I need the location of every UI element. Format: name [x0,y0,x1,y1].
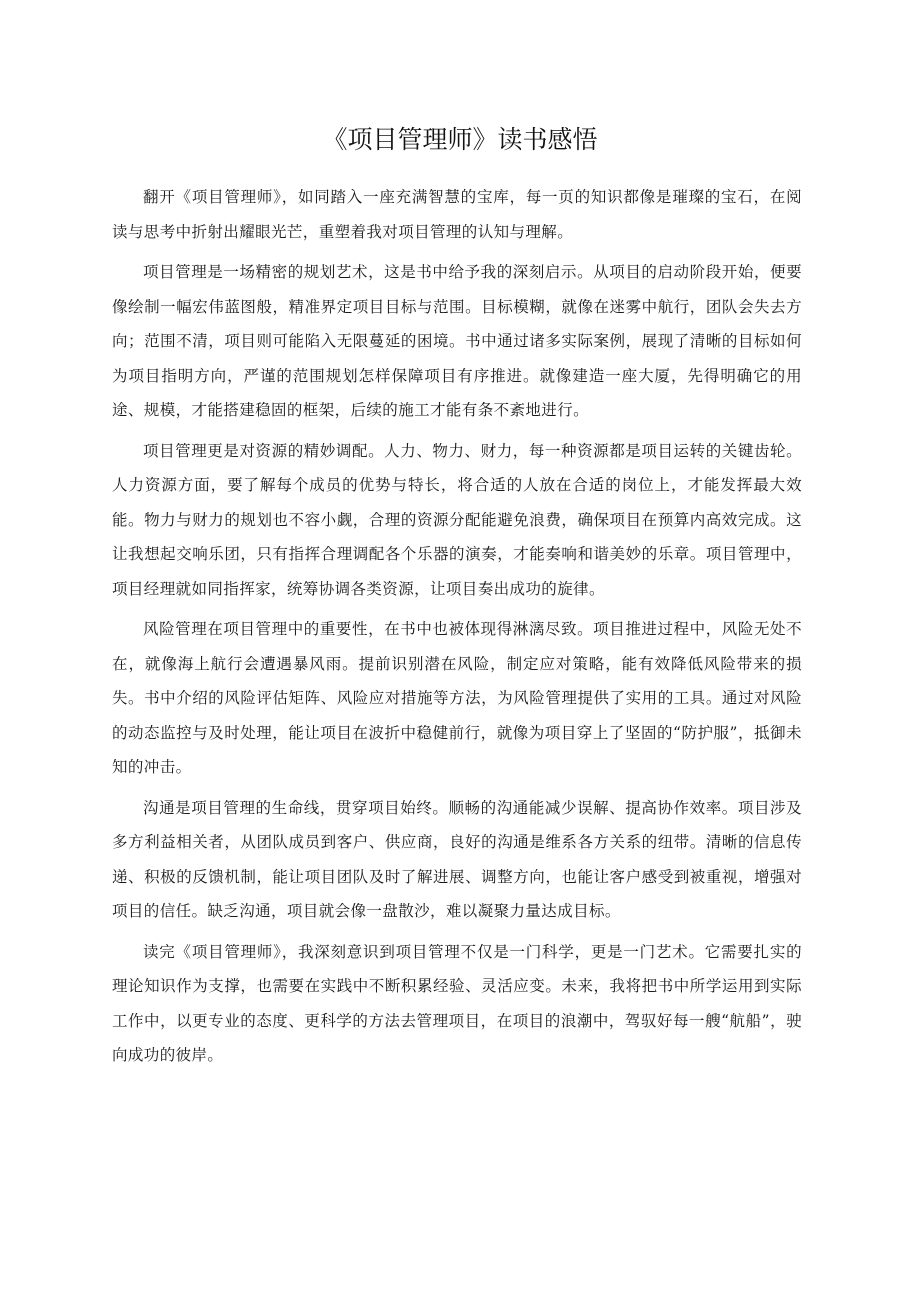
document-body [112,180,802,1079]
document-title: 《项目管理师》读书感悟 [322,125,598,154]
paragraph-3: 项目管理更是对资源的精妙调配。人力、物力、财力，每一种资源都是项目运转的关键齿轮。人力资源方面，要了解每个成员的优势与特长，将合适的人放在合适的岗位上，才能发挥最大效能。物力与财力的规划也不容小觑，合理的资源分配能避免浪费，确保项目在预算内高效完成。这让我想起交响乐团，只有指挥合理调配各个乐器的演奏，才能奏响和谐美妙的乐章。项目管理中，项目经理就如同指挥家，统筹协调各类资源，让项目奏出成功的旋律。 [112,441,802,598]
paragraph-5: 沟通是项目管理的生命线，贯穿项目始终。顺畅的沟通能减少误解、提高协作效率。项目涉及多方利益相关者，从团队成员到客户、供应商，良好的沟通是维系各方关系的纽带。清晰的信息传递、积极的反馈机制，能让项目团队及时了解进展、调整方向，也能让客户感受到被重视，增强对项目的信任。缺乏沟通，项目就会像一盘散沙，难以凝聚力量达成目标。 [112,798,802,920]
paragraph-2: 项目管理是一场精密的规划艺术，这是书中给予我的深刻启示。从项目的启动阶段开始，便要像绘制一幅宏伟蓝图般，精准界定项目目标与范围。目标模糊，就像在迷雾中航行，团队会失去方向；范围不清，项目则可能陷入无限蔓延的困境。书中通过诸多实际案例，展现了清晰的目标如何为项目指明方向，严谨的范围规划怎样保障项目有序推进。就像建造一座大厦，先得明确它的用途、规模，才能搭建稳固的框架，后续的施工才能有条不紊地进行。 [112,263,802,419]
paragraph-1: 翻开《项目管理师》，如同踏入一座充满智慧的宝库，每一页的知识都像是璀璨的宝石，在阅读与思考中折射出耀眼光芒，重塑着我对项目管理的认知与理解。 [112,188,802,241]
paragraph-4: 风险管理在项目管理中的重要性，在书中也被体现得淋漓尽致。项目推进过程中，风险无处不在，就像海上航行会遭遇暴风雨。提前识别潜在风险，制定应对策略，能有效降低风险带来的损失。书中介绍的风险评估矩阵、风险应对措施等方法，为风险管理提供了实用的工具。通过对风险的动态监控与及时处理，能让项目在波折中稳健前行，就像为项目穿上了坚固的“防护服”，抵御未知的冲击。 [112,620,802,776]
paragraph-6: 读完《项目管理师》，我深刻意识到项目管理不仅是一门科学，更是一门艺术。它需要扎实的理论知识作为支撑，也需要在实践中不断积累经验、灵活应变。未来，我将把书中所学运用到实际工作中，以更专业的态度、更科学的方法去管理项目，在项目的浪潮中，驾驭好每一艘“航船”，驶向成功的彼岸。 [112,942,802,1064]
